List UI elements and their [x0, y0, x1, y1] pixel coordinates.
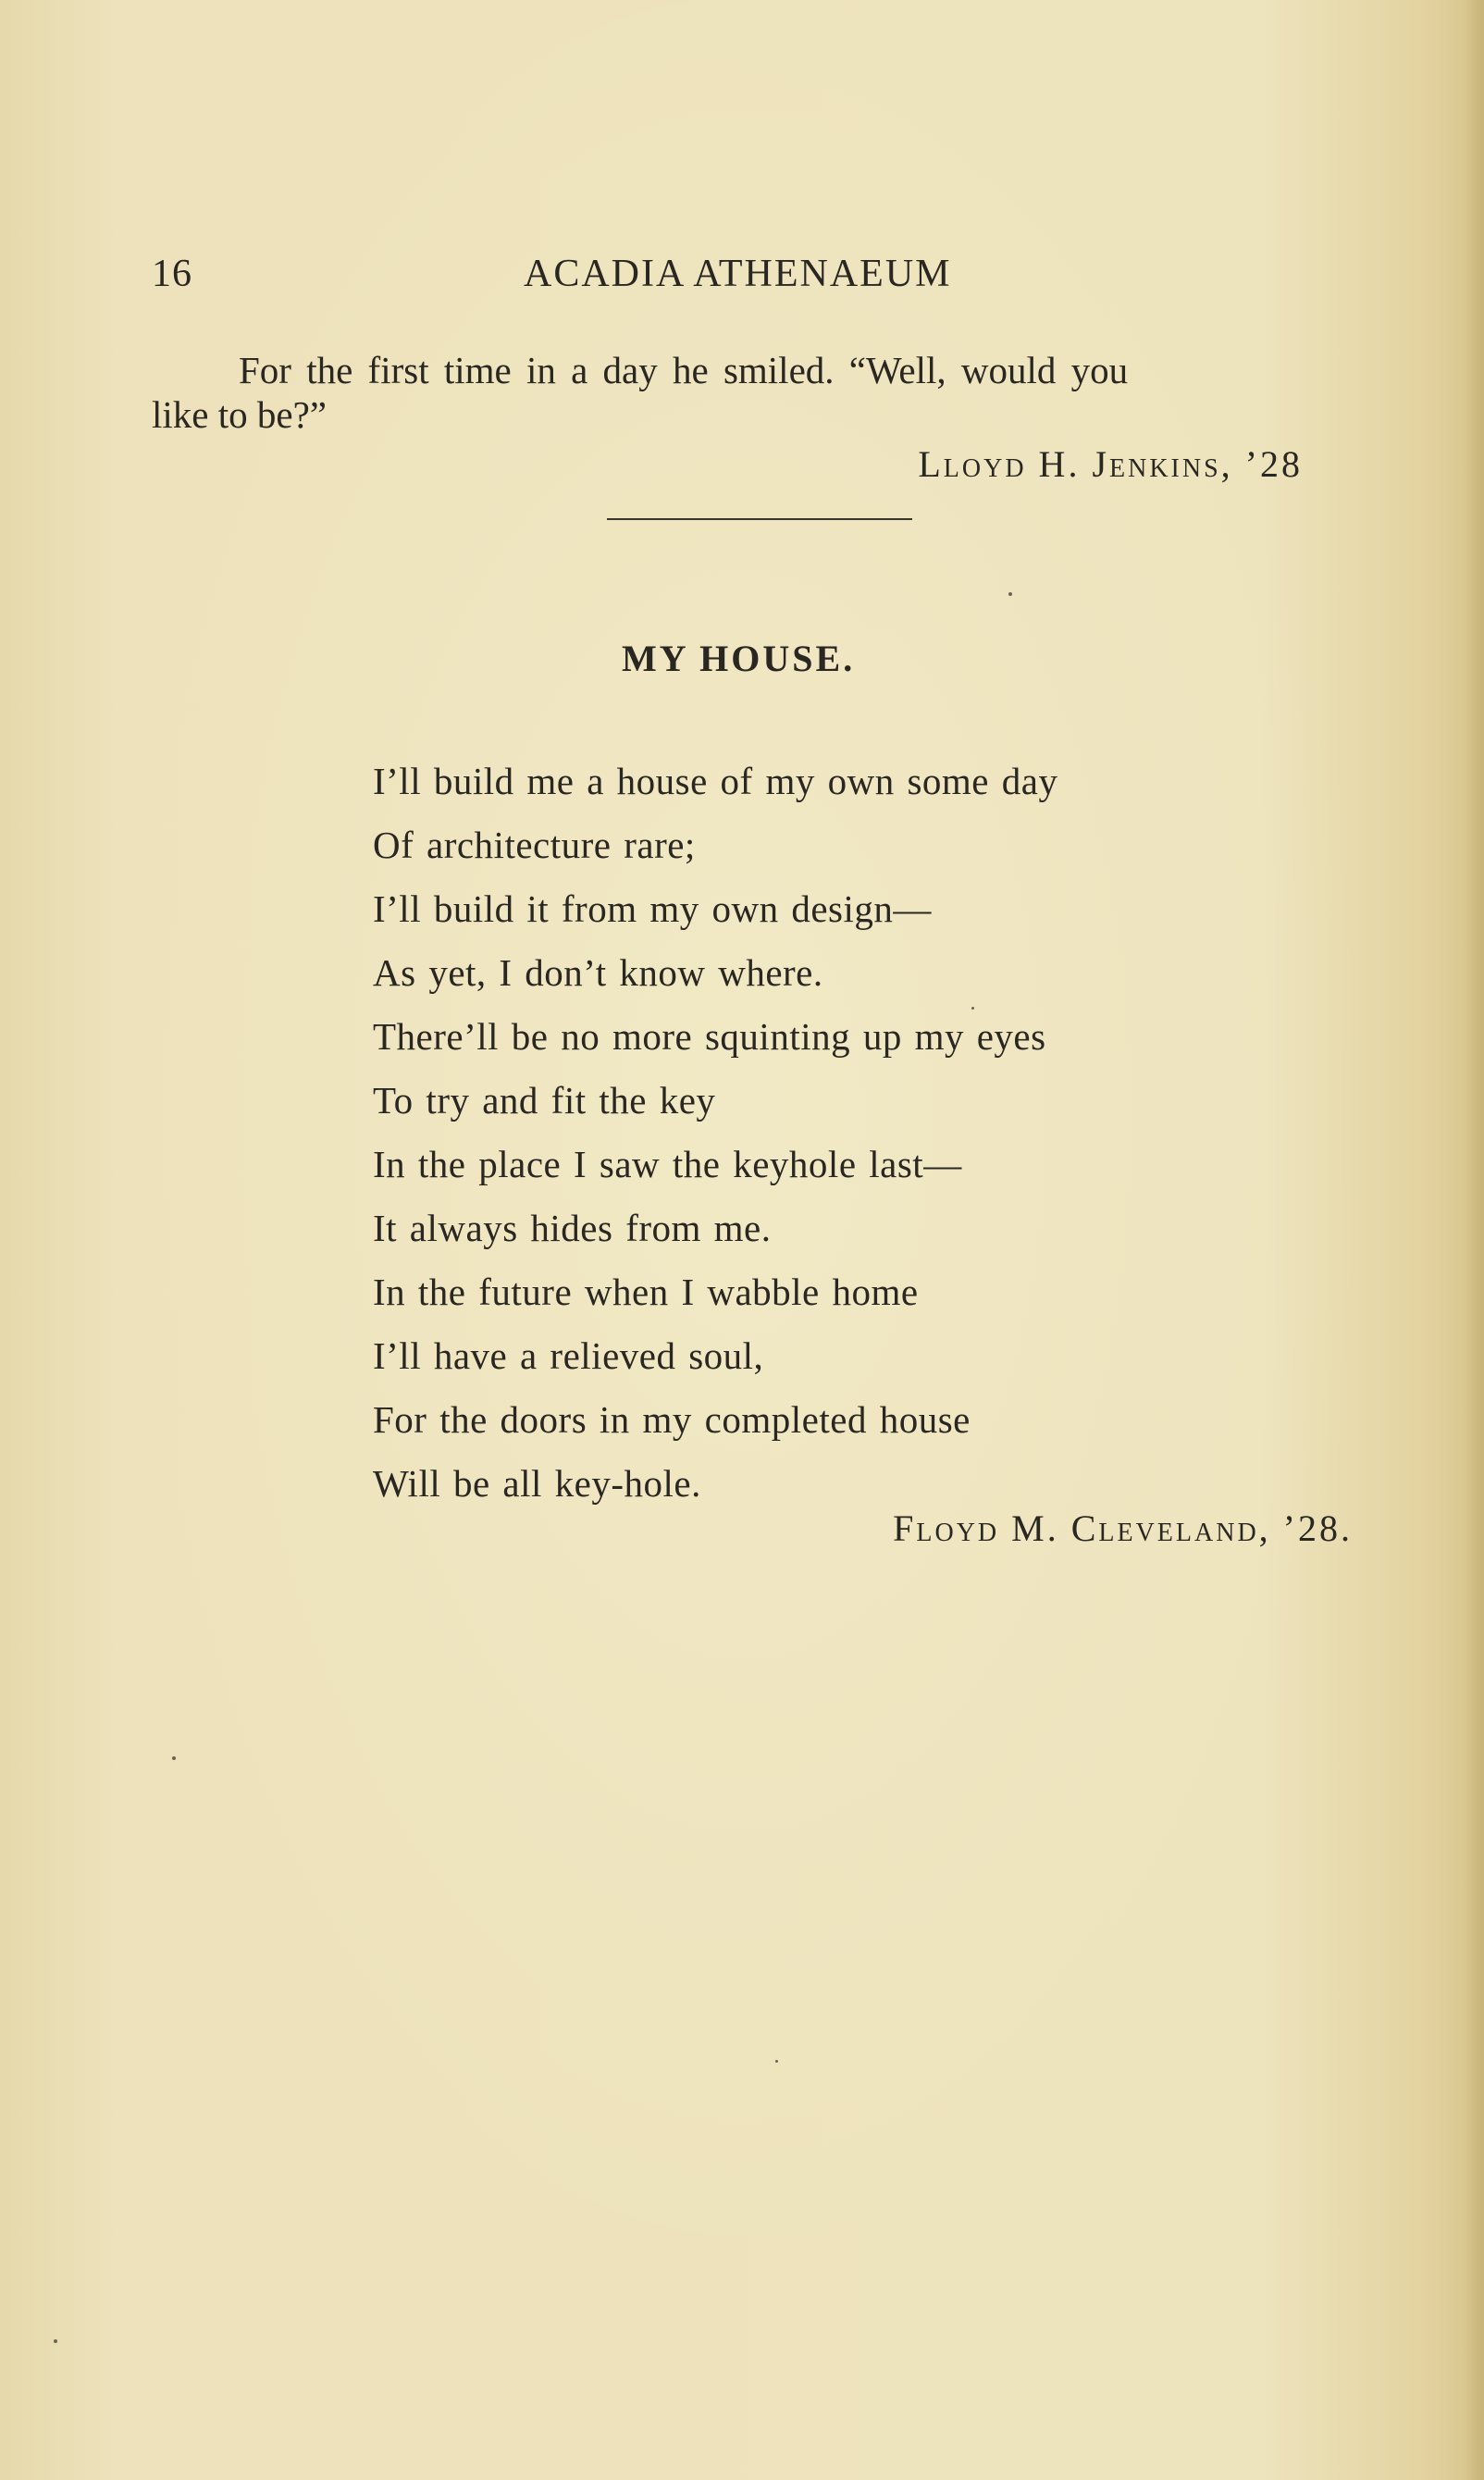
poem-line: In the future when I wabble home: [373, 1271, 919, 1313]
paper-speck: [1008, 592, 1012, 596]
prose-line: For the first time in a day he smiled. “Well, would you: [239, 349, 1129, 391]
poem-line: I’ll have a relieved soul,: [373, 1334, 764, 1377]
paper-speck: [775, 2060, 778, 2063]
article-author-signature: [918, 442, 1303, 486]
prose-line: like to be?”: [152, 393, 327, 436]
poem-line: In the place I saw the keyhole last—: [373, 1143, 962, 1185]
poem-line: To try and fit the key: [373, 1079, 716, 1122]
poem-line: For the doors in my completed house: [373, 1398, 971, 1441]
poem-author-signature: [893, 1507, 1353, 1550]
paper-speck: [971, 1007, 974, 1010]
running-head: ACADIA ATHENAEUM: [524, 253, 952, 295]
paper-speck: [172, 1756, 176, 1760]
section-divider-rule: [607, 518, 912, 520]
poem-line: It always hides from me.: [373, 1207, 772, 1249]
page-number: 16: [152, 253, 192, 295]
poem-line: Will be all key-hole.: [373, 1462, 701, 1505]
poem-line: I’ll build it from my own design—: [373, 887, 932, 930]
author-name: Floyd M. Cleveland, ’28.: [893, 1507, 1353, 1549]
poem-line: There’ll be no more squinting up my eyes: [373, 1015, 1046, 1058]
poem-line: As yet, I don’t know where.: [373, 951, 823, 994]
paper-speck: [54, 2339, 57, 2343]
poem-title: MY HOUSE.: [622, 638, 856, 679]
prose-paragraph: [152, 348, 1347, 437]
page-edge-shadow: [1464, 0, 1484, 2480]
poem-line: Of architecture rare;: [373, 824, 696, 866]
poem-body: [373, 750, 1057, 1516]
poem-line: I’ll build me a house of my own some day: [373, 760, 1058, 802]
author-name: Lloyd H. Jenkins, ’28: [918, 443, 1303, 485]
